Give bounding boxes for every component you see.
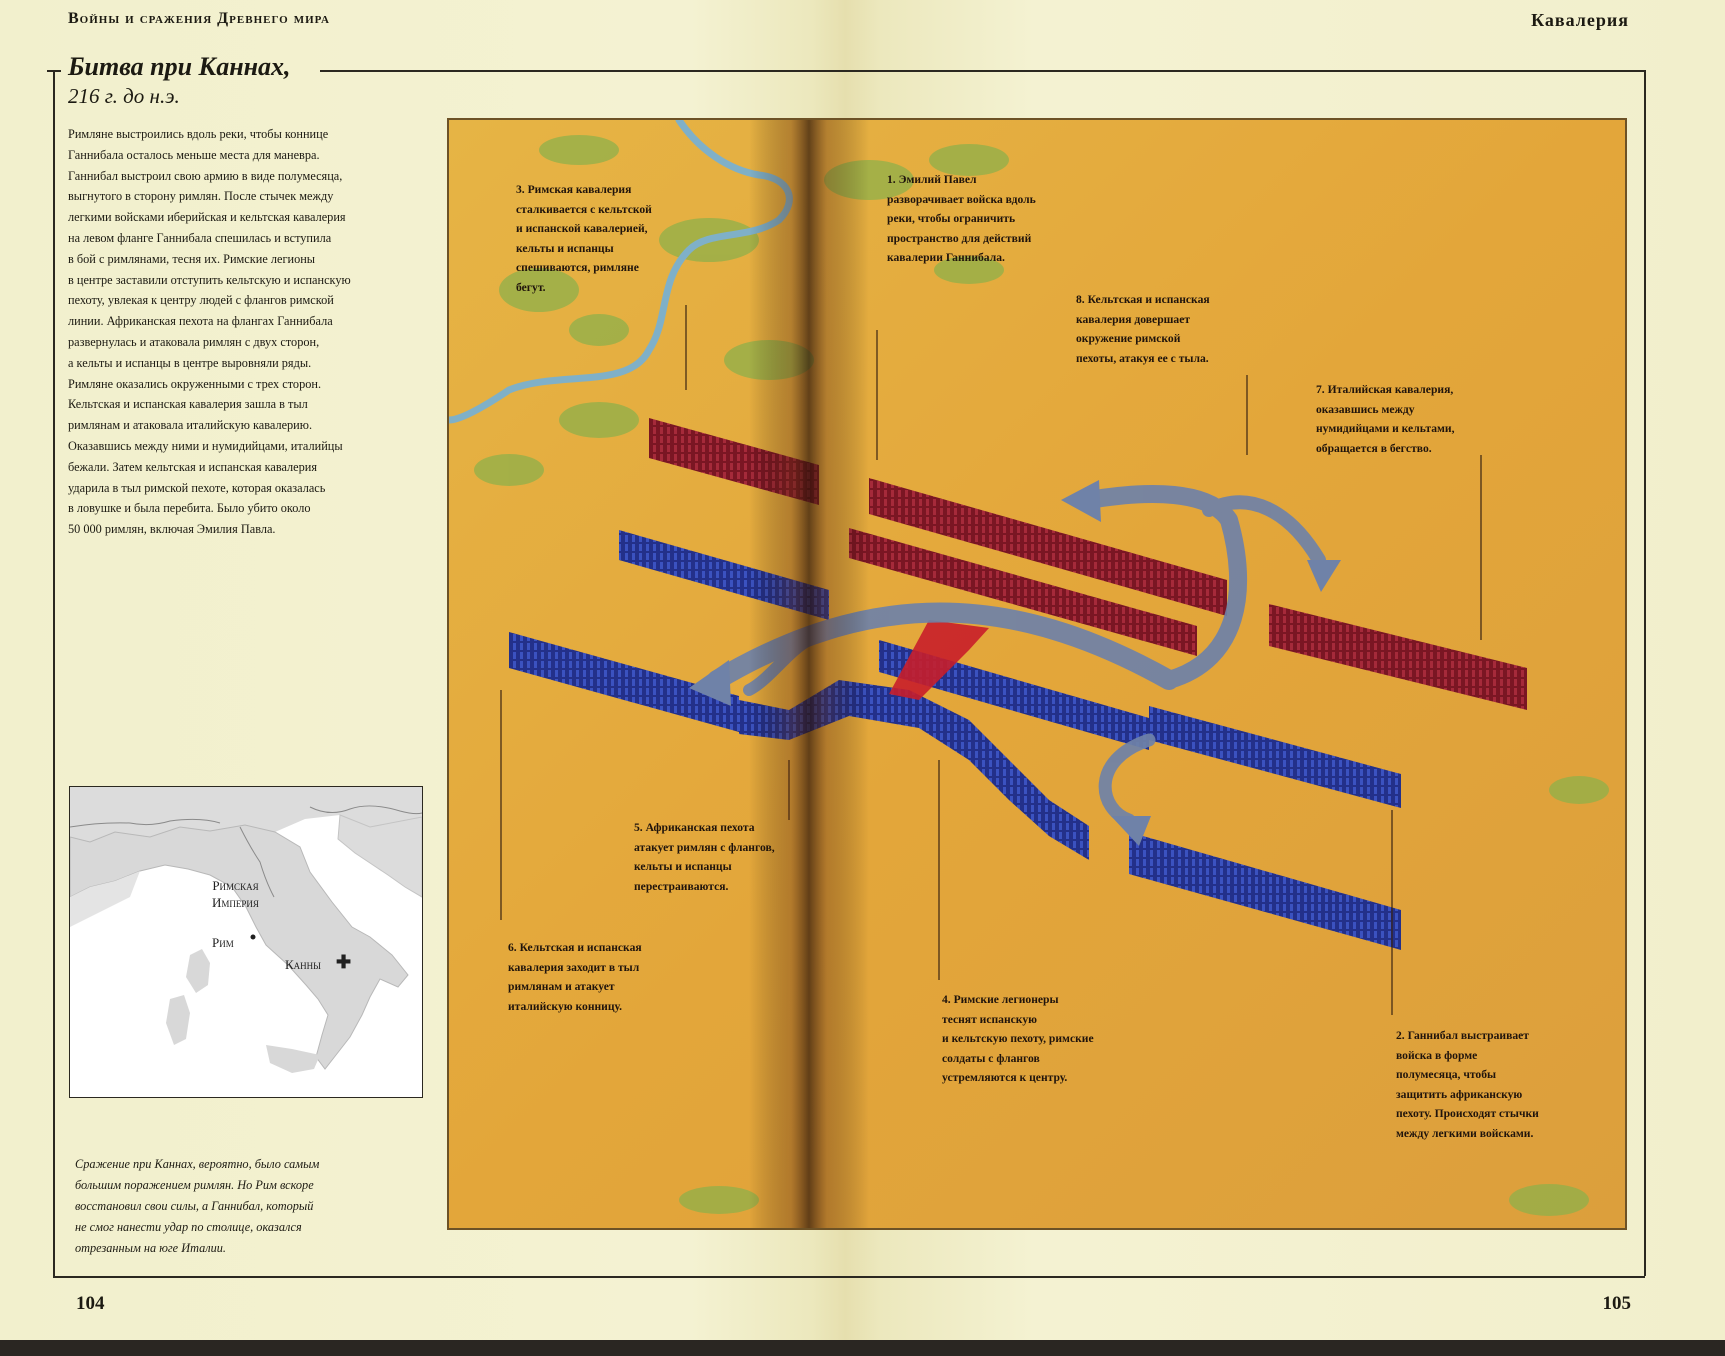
note-line: и испанской кавалерией, [516,222,648,235]
body-line: пехоту, увлекая к центру людей с флангов римской [68,293,334,308]
map-note-4 [942,990,1094,1088]
body-line: линии. Африканская пехота на флангах Ганнибала [68,314,333,329]
body-line: на левом фланге Ганнибала спешилась и вступила [68,230,332,245]
frame-rule-right [1644,70,1646,1276]
note-line: сталкивается с кельтской [516,202,652,216]
book-gutter-shadow [749,120,869,1228]
page-number-left: 104 [76,1293,105,1314]
body-line: Римляне выстроились вдоль реки, чтобы коннице [68,127,329,141]
rome-dot [251,935,256,940]
note-line: устремляются к центру. [942,1071,1068,1084]
map-note-8 [1076,290,1210,368]
frame-rule-top [320,70,1644,72]
caption-line: восстановил свои силы, а Ганнибал, который [75,1199,314,1213]
caption-line: отрезанным на юге Италии. [75,1241,226,1255]
body-line: в ловушке и была перебита. Было убито около [68,501,311,516]
empire-label-line: Империя [212,895,259,910]
rome-label: Рим [212,935,234,950]
note-line: оказавшись между [1316,402,1415,416]
page-number-right: 105 [1602,1293,1631,1314]
frame-rule-bottom [53,1276,1645,1278]
body-line: развернулась и атаковала римлян с двух сторон, [68,334,320,349]
note-line: бегут. [516,280,546,294]
map-note-2 [1396,1026,1539,1143]
note-line: кавалерия довершает [1076,312,1191,326]
body-line: 50 000 римлян, включая Эмилия Павла. [68,522,276,537]
note-line: спешиваются, римляне [516,261,639,274]
body-line: выгнутого в сторону римлян. После стычек между [68,189,334,204]
body-line: Оказавшись между ними и нумидийцами, италийцы [68,438,343,453]
note-line: 2. Ганнибал выстраивает [1396,1029,1530,1042]
body-line: ударила в тыл римской пехоте, которая оказалась [68,480,326,495]
note-line: 8. Кельтская и испанская [1076,293,1210,306]
note-line: 3. Римская кавалерия [516,183,632,196]
note-line: окружение римской [1076,332,1181,345]
map-note-3 [516,180,652,297]
battle-map [447,118,1627,1230]
note-line: пространство для действий [887,231,1032,245]
note-line: защитить африканскую [1396,1087,1523,1101]
note-line: 7. Италийская кавалерия, [1316,383,1454,396]
left-running-head: Войны и сражения Древнего мира [68,10,330,27]
body-line: Кельтская и испанская кавалерия зашла в тыл [68,397,308,412]
body-line: Ганнибал выстроил свою армию в виде полумесяца, [68,168,343,183]
italy-outline-map [70,787,422,1097]
frame-rule-left [53,70,55,1276]
map-note-5 [634,818,775,896]
map-note-6 [508,938,642,1016]
note-line: италийскую конницу. [508,999,623,1013]
note-line: войска в форме [1396,1048,1478,1062]
cannae-label: Канны [285,957,322,972]
body-line: в бой с римлянами, тесня их. Римские легионы [68,251,316,266]
note-line: пехоту. Происходят стычки [1396,1107,1539,1120]
map-caption [75,1154,393,1259]
note-line: римлянам и атакует [508,980,615,993]
right-running-head: Кавалерия [1531,10,1629,30]
note-line: перестраиваются. [634,879,729,893]
note-line: кавалерия заходит в тыл [508,960,640,974]
article-body [68,124,420,540]
note-line: разворачивает войска вдоль [887,192,1036,206]
note-line: кавалерии Ганнибала. [887,251,1005,264]
note-line: атакует римлян с флангов, [634,840,775,854]
empire-label-line: Римская [212,878,259,893]
body-line: бежали. Затем кельтская и испанская кавалерия [68,459,318,474]
note-line: 6. Кельтская и испанская [508,941,642,954]
note-line: нумидийцами и кельтами, [1316,422,1455,435]
caption-line: не смог нанести удар по столице, оказался [75,1220,302,1234]
note-line: полумесяца, чтобы [1396,1068,1497,1081]
book-bottom-edge [0,1340,1725,1356]
battle-marker-icon: ✚ [336,952,352,972]
note-line: пехоты, атакуя ее с тыла. [1076,351,1209,365]
caption-line: большим поражением римлян. Но Рим вскоре [75,1178,314,1192]
note-line: между легкими войсками. [1396,1126,1534,1140]
note-line: и кельтскую пехоту, римские [942,1032,1094,1045]
italy-inset-map [69,786,423,1098]
body-line: легкими войсками иберийская и кельтская кавалерия [68,210,346,225]
empire-label [212,877,259,911]
map-note-7 [1316,380,1455,458]
note-line: реки, чтобы ограничить [887,212,1016,225]
caption-line: Сражение при Каннах, вероятно, было самым [75,1157,320,1171]
body-line: Ганнибала осталось меньше места для маневра. [68,147,320,162]
body-line: Римляне оказались окруженными с трех сторон. [68,376,322,391]
note-line: кельты и испанцы [516,241,614,255]
body-line: римлянам и атаковала италийскую кавалерию. [68,418,313,433]
article-subtitle: 216 г. до н.э. [68,84,180,108]
note-line: 1. Эмилий Павел [887,173,977,186]
note-line: солдаты с флангов [942,1051,1040,1065]
note-line: кельты и испанцы [634,860,732,873]
note-line: 4. Римские легионеры [942,993,1059,1006]
article-title: Битва при Каннах, [68,52,291,81]
body-line: в центре заставили отступить кельтскую и испанскую [68,272,351,287]
body-line: а кельты и испанцы в центре выровняли ряды. [68,355,312,370]
note-line: 5. Африканская пехота [634,821,755,834]
note-line: обращается в бегство. [1316,441,1432,455]
map-note-1 [887,170,1036,268]
note-line: теснят испанскую [942,1012,1037,1026]
